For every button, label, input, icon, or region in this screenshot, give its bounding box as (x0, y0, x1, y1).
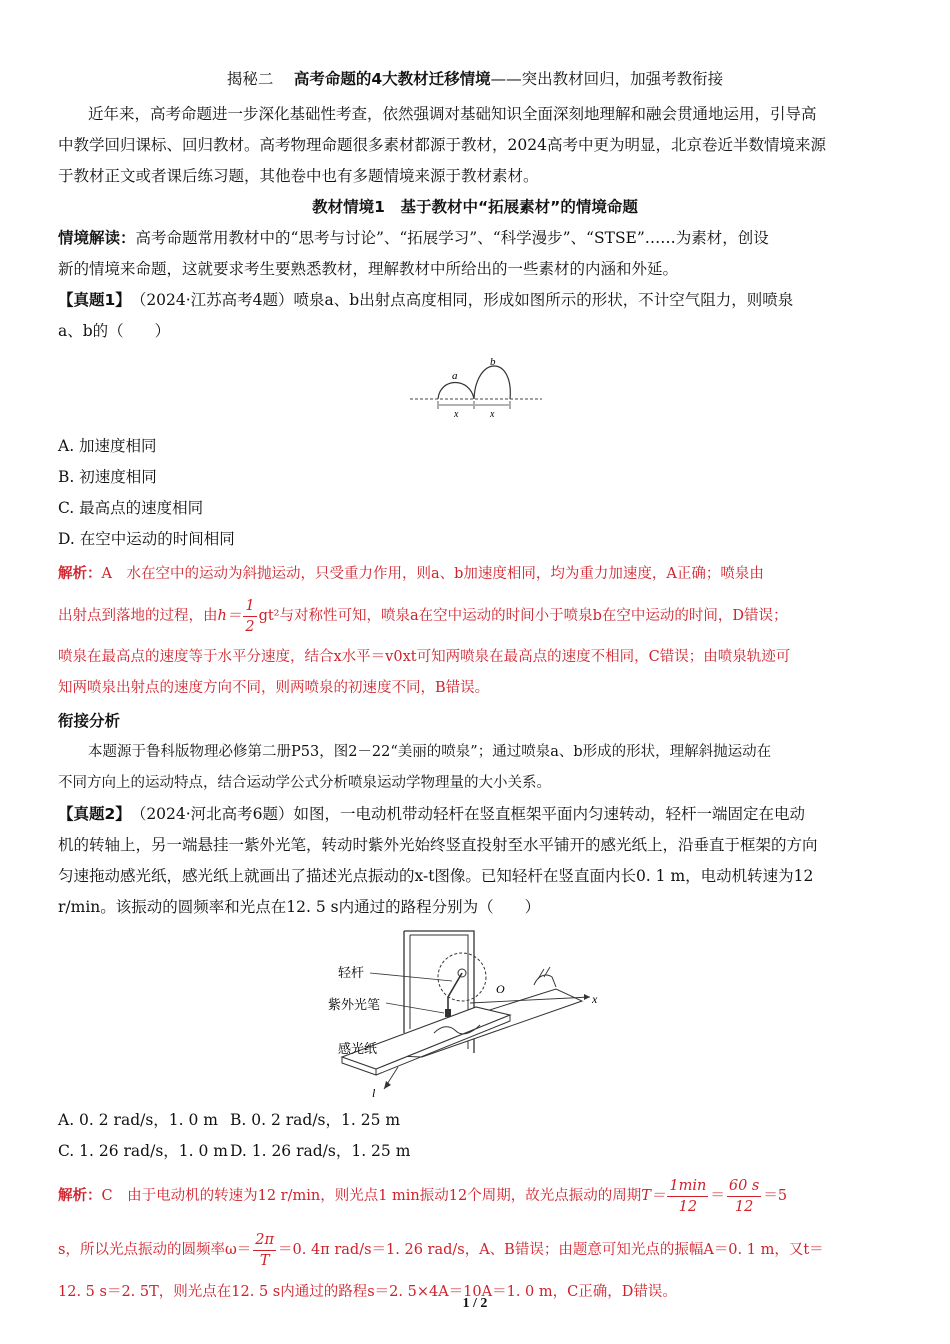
label-origin: O (496, 982, 505, 996)
hand-sketch (534, 975, 556, 987)
q1-option-a: A. 加速度相同 (58, 437, 157, 455)
q1-stem-line-2: a、b的（ ） (58, 322, 171, 340)
q2-answer-text-1: C 由于电动机的转速为12 r/min，则光点1 min振动12个周期，故光点振动的周期 (101, 1188, 642, 1204)
pen-leader (386, 1003, 444, 1013)
q1-tag: 【真题1】 (58, 291, 124, 309)
rod-leader (370, 973, 452, 981)
fountain-label-x2: x (490, 409, 495, 420)
fountain-a-arc (438, 383, 474, 400)
q2-stem-line-1 (58, 799, 892, 830)
q2-fraction-3-den: T (259, 1252, 270, 1269)
q2-answer-line-1 (58, 1169, 892, 1223)
q1-answer-h: h＝ (217, 608, 242, 624)
q2-answer-text-2a: s，所以光点振动的圆频率ω＝ (58, 1242, 252, 1258)
q1-fraction-numerator: 1 (243, 596, 256, 617)
q1-answer-line-3: 喷泉在最高点的速度等于水平分速度，结合x水平＝v0xt可知两喷泉在最高点的速度不相同，C错误；由喷泉轨迹可 (58, 649, 791, 665)
oscillation-apparatus-figure (328, 929, 618, 1101)
q1-stem-text-1: （2024·江苏高考4题）喷泉a、b出射点高度相同，形成如图所示的形状，不计空气阻力，则喷泉 (138, 291, 794, 309)
label-x-axis: x (592, 992, 598, 1006)
q1-option-d: D. 在空中运动的时间相同 (58, 530, 235, 548)
q2-stem-line-2: 机的转轴上，另一端悬挂一紫外光笔，转动时紫外光始终竖直投射至水平铺开的感光纸上，沿垂直于框架的方向 (58, 836, 818, 854)
label-uv-pen: 紫外光笔 (328, 998, 381, 1013)
fountain-label-x1: x (454, 409, 459, 420)
link-analysis-title: 衔接分析 (58, 712, 121, 730)
uv-pen (445, 1009, 451, 1017)
q1-answer-text-2b: gt²与对称性可知，喷泉a在空中运动的时间小于喷泉b在空中运动的时间，D错误； (258, 608, 788, 624)
q2-answer-line-2 (58, 1223, 892, 1277)
q1-answer-text-2a: 出射点到落地的过程，由 (58, 608, 218, 624)
chapter-title-rest: ——突出教材回归，加强考教衔接 (490, 70, 724, 88)
label-l-axis: l (372, 1086, 376, 1100)
q2-answer-line-3: 12. 5 s＝2. 5T，则光点在12. 5 s内通过的路程s＝2. 5×4A＝10A＝1. 0 m，C正确，D错误。 (58, 1284, 677, 1300)
interpretation-line-2: 新的情境来命题，这就要求考生要熟悉教材，理解教材中所给出的一些素材的内涵和外延。 (58, 260, 679, 278)
interpretation-line-1 (58, 223, 892, 254)
q2-fraction-1 (667, 1176, 708, 1217)
intro-line-3: 于教材正文或者课后练习题，其他卷中也有多题情境来源于教材素材。 (58, 167, 539, 185)
interpretation-label: 情境解读： (58, 229, 136, 247)
q1-answer-text-1: A 水在空中的运动为斜抛运动，只受重力作用，则a、b加速度相同，均为重力加速度，A正确；喷泉由 (101, 566, 764, 582)
q2-answer-label: 解析： (58, 1188, 102, 1204)
link-analysis-line-2: 不同方向上的运动特点，结合运动学公式分析喷泉运动学物理量的大小关系。 (58, 775, 551, 791)
q2-option-c: C. 1. 26 rad/s，1. 0 m (58, 1142, 228, 1160)
intro-line-2: 中教学回归课标、回归教材。高考物理命题很多素材都源于教材，2024高考中更为明显，北京卷近半数情境来源 (58, 136, 826, 154)
q2-stem-line-4: r/min。该振动的圆频率和光点在12. 5 s内通过的路程分别为（ ） (58, 898, 541, 916)
q1-answer-label: 解析： (58, 566, 102, 582)
link-analysis-line-1: 本题源于鲁科版物理必修第二册P53，图2－22“美丽的喷泉”；通过喷泉a、b形成的形状，理解斜抛运动在 (88, 744, 772, 760)
q1-option-b: B. 初速度相同 (58, 468, 157, 486)
document-page (58, 60, 892, 1308)
q2-fraction-3-num: 2π (253, 1230, 276, 1251)
q2-option-d: D. 1. 26 rad/s，1. 25 m (230, 1142, 411, 1160)
q2-fraction-3 (253, 1230, 276, 1271)
chapter-title (58, 64, 892, 95)
q2-option-a: A. 0. 2 rad/s，1. 0 m (58, 1111, 219, 1129)
label-photo-paper: 感光纸 (338, 1042, 378, 1057)
q1-fraction-denominator: 2 (245, 618, 255, 635)
photosensitive-paper (342, 1007, 510, 1069)
q2-fraction-1-den: 12 (678, 1198, 698, 1215)
chapter-title-bold: 高考命题的4大教材迁移情境 (293, 70, 491, 88)
intro-line-1: 近年来，高考命题进一步深化基础性考查，依然强调对基础知识全面深刻地理解和融会贯通地运用，引导高 (88, 105, 817, 123)
label-light-rod: 轻杆 (338, 966, 365, 981)
q2-stem-text-1: （2024·河北高考6题）如图，一电动机带动轻杆在竖直框架平面内匀速转动，轻杆一端固定在电动 (138, 805, 806, 823)
q2-answer-eq: ＝ (710, 1188, 725, 1204)
page-number: 1 / 2 (462, 1296, 488, 1311)
rod-and-pen (448, 973, 462, 1009)
q2-tag: 【真题2】 (58, 805, 124, 823)
fountain-label-b: b (490, 356, 496, 368)
q1-stem-line-1 (58, 285, 892, 316)
interpretation-text-1: 高考命题常用教材中的“思考与讨论”、“拓展学习”、“科学漫步”、“STSE”……为素材，创设 (135, 229, 769, 247)
fountain-b-arc (474, 366, 510, 399)
q2-answer-end: ＝5 (763, 1188, 788, 1204)
q1-answer-fraction (243, 596, 256, 637)
fountain-label-a: a (452, 370, 458, 382)
q2-option-b: B. 0. 2 rad/s，1. 25 m (230, 1111, 401, 1129)
q2-stem-line-3: 匀速拖动感光纸，感光纸上就画出了描述光点振动的x-t图像。已知轻杆在竖直面内长0. 1 m，电动机转速为12 (58, 867, 814, 885)
q2-answer-T: T＝ (641, 1188, 666, 1204)
q1-option-c: C. 最高点的速度相同 (58, 499, 204, 517)
q1-answer-line-4: 知两喷泉出射点的速度方向不同，则两喷泉的初速度不同，B错误。 (58, 680, 490, 696)
q2-answer-text-2b: ＝0. 4π rad/s＝1. 26 rad/s，A、B错误；由题意可知光点的振幅A＝0. 1 m，又t＝ (278, 1242, 824, 1258)
q1-answer-line-1 (58, 559, 892, 590)
q1-answer-line-2 (58, 590, 892, 642)
chapter-label: 揭秘二 (226, 70, 274, 88)
fountain-figure (408, 357, 548, 421)
q2-fraction-2-num: 60 s (727, 1176, 762, 1197)
q2-options-row-2 (58, 1136, 892, 1167)
q2-fraction-1-num: 1min (667, 1176, 708, 1197)
section-title: 教材情境1 基于教材中“拓展素材”的情境命题 (312, 198, 638, 216)
q2-fraction-2-den: 12 (734, 1198, 754, 1215)
q2-fraction-2 (727, 1176, 762, 1217)
q2-options-row-1 (58, 1105, 892, 1136)
